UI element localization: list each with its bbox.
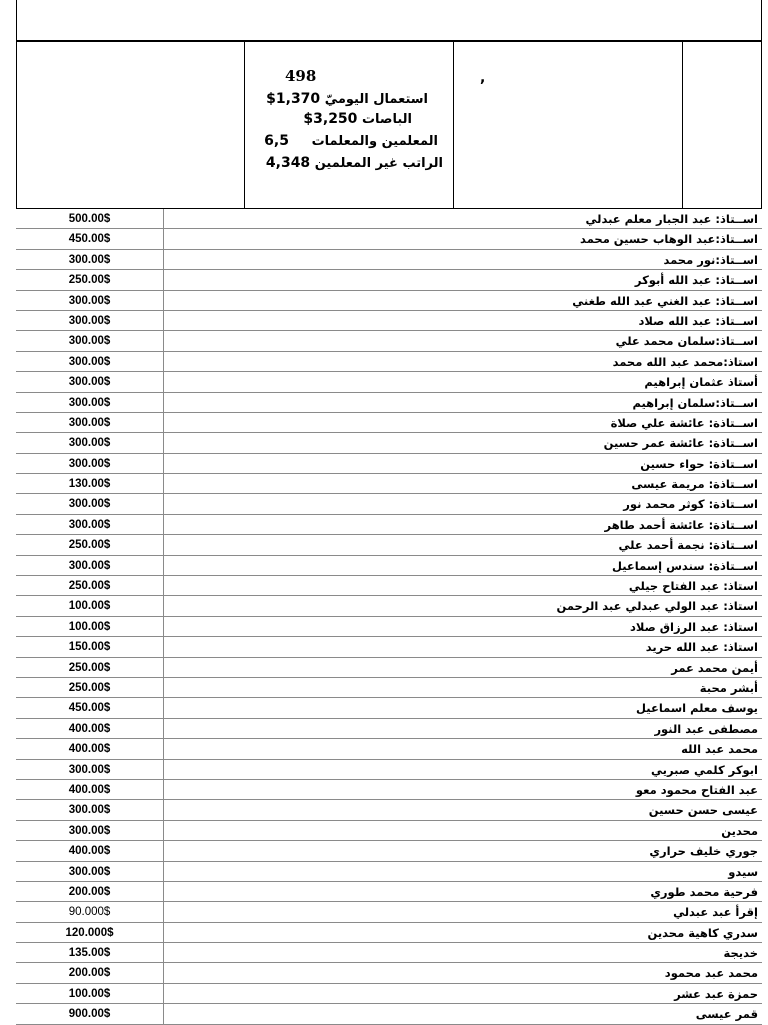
table-row: [16, 984, 762, 1004]
table-row: [16, 515, 762, 535]
amount-cell: 300.00$: [16, 556, 164, 575]
amount-cell: 250.00$: [16, 270, 164, 289]
name-cell: اســتاذة: سندس إسماعيل: [611, 558, 758, 573]
amount-cell: 400.00$: [16, 719, 164, 738]
amount-cell: 300.00$: [16, 250, 164, 269]
name-cell: استاذ:محمد عبد الله محمد: [612, 354, 758, 369]
table-row: [16, 209, 762, 229]
name-cell: اســتاذة: عائشة أحمد طاهر: [604, 517, 758, 532]
table-row: [16, 331, 762, 351]
name-cell: محمد عبد محمود: [664, 966, 758, 981]
non-teachers-label: الراتب غير المعلمين: [314, 156, 443, 171]
name-cell: أبشر محبة: [699, 680, 758, 695]
amount-cell: 135.00$: [16, 943, 164, 962]
amount-cell: 300.00$: [16, 494, 164, 513]
table-row: [16, 596, 762, 616]
name-cell: اســتاذة: مريمة عيسى: [631, 477, 758, 492]
teachers-label: المعلمين والمعلمات: [311, 134, 438, 149]
amount-cell: 450.00$: [16, 229, 164, 248]
table-row: [16, 760, 762, 780]
table-row: [16, 270, 762, 290]
summary-buses: [303, 111, 412, 127]
amount-cell: 250.00$: [16, 678, 164, 697]
table-row: [16, 882, 762, 902]
buses-label: الباصات: [361, 112, 412, 127]
table-row: [16, 393, 762, 413]
header-cell-right: [682, 42, 763, 208]
amount-cell: 300.00$: [16, 800, 164, 819]
header-cell-middle: [453, 42, 683, 208]
amount-cell: 300.00$: [16, 311, 164, 330]
amount-cell: 300.00$: [16, 821, 164, 840]
table-row: [16, 902, 762, 922]
name-cell: حمزة عبد عشر: [674, 986, 758, 1001]
table-row: [16, 535, 762, 555]
amount-cell: 150.00$: [16, 637, 164, 656]
table-row: [16, 637, 762, 657]
name-cell: اســتاذة: نجمة أحمد علي: [618, 538, 758, 553]
amount-cell: 400.00$: [16, 739, 164, 758]
comma-mark: ,: [480, 70, 486, 86]
name-cell: محمد عبد الله: [681, 742, 758, 757]
non-teachers-value: 4,348: [265, 155, 311, 171]
name-cell: يوسف معلم اسماعيل: [636, 701, 758, 716]
name-cell: ابوكر كلمي صبريي: [651, 762, 758, 777]
summary-total: 498: [285, 67, 317, 85]
amount-cell: 200.00$: [16, 963, 164, 982]
amount-cell: 300.00$: [16, 515, 164, 534]
table-row: [16, 841, 762, 861]
buses-value: $3,250: [303, 111, 358, 127]
table-row: [16, 291, 762, 311]
name-cell: جوري خليف حراري: [649, 844, 758, 859]
amount-cell: 300.00$: [16, 352, 164, 371]
amount-cell: 300.00$: [16, 331, 164, 350]
amount-cell: 300.00$: [16, 291, 164, 310]
daily-use-value: $1,370: [266, 91, 321, 107]
amount-cell: 400.00$: [16, 841, 164, 860]
table-row: [16, 454, 762, 474]
name-cell: سدري كاهية محدين: [647, 925, 758, 940]
amount-cell: 300.00$: [16, 760, 164, 779]
amount-cell: 130.00$: [16, 474, 164, 493]
table-row: [16, 821, 762, 841]
table-row: [16, 311, 762, 331]
table-row: [16, 780, 762, 800]
table-row: [16, 250, 762, 270]
amount-cell: 100.00$: [16, 984, 164, 1003]
salary-table: [16, 209, 762, 1025]
amount-cell: 400.00$: [16, 780, 164, 799]
teachers-value: 6,5: [264, 133, 289, 149]
table-row: [16, 474, 762, 494]
name-cell: اســتاذة: حواء حسين: [640, 456, 758, 471]
summary-teachers: [264, 133, 438, 149]
name-cell: اســتاذ:سلمان محمد علي: [615, 334, 758, 349]
table-row: [16, 433, 762, 453]
name-cell: استاذ: عبد الرزاق صلاد: [630, 619, 758, 634]
name-cell: استاذ: عبد الفتاح جيلي: [628, 579, 758, 594]
table-row: [16, 923, 762, 943]
table-row: [16, 800, 762, 820]
table-row: [16, 678, 762, 698]
table-row: [16, 658, 762, 678]
name-cell: اســتاذ: عبد الله أبوكر: [634, 273, 758, 288]
header-cell-empty-left: [17, 42, 245, 208]
name-cell: عبد الفتاح محمود معو: [635, 782, 758, 797]
name-cell: اســتاذ:عبد الوهاب حسين محمد: [580, 232, 758, 247]
amount-cell: 300.00$: [16, 454, 164, 473]
amount-cell: 90.000$: [16, 902, 164, 921]
amount-cell: 450.00$: [16, 698, 164, 717]
name-cell: فرحية محمد طوري: [650, 884, 758, 899]
name-cell: اســتاذ: عبد الله صلاد: [638, 313, 758, 328]
table-row: [16, 576, 762, 596]
name-cell: أيمن محمد عمر: [671, 660, 758, 675]
amount-cell: 300.00$: [16, 372, 164, 391]
amount-cell: 200.00$: [16, 882, 164, 901]
amount-cell: 300.00$: [16, 433, 164, 452]
name-cell: اســتاذ:نور محمد: [663, 252, 758, 267]
table-row: [16, 719, 762, 739]
name-cell: استاذ: عبد الولي عبدلي عبد الرحمن: [556, 599, 758, 614]
name-cell: إقرأ عبد عبدلي: [673, 905, 758, 920]
table-row: [16, 352, 762, 372]
summary-daily-use: [266, 91, 428, 107]
amount-cell: 120.000$: [16, 923, 164, 942]
table-row: [16, 943, 762, 963]
table-row: [16, 698, 762, 718]
name-cell: محدين: [721, 823, 758, 838]
name-cell: اســتاذة: كوثر محمد نور: [623, 497, 758, 512]
name-cell: اســتاذ:سلمان إبراهيم: [632, 395, 758, 410]
table-row: [16, 372, 762, 392]
amount-cell: 250.00$: [16, 658, 164, 677]
table-row: [16, 617, 762, 637]
daily-use-label: استعمال اليوميّ: [324, 92, 428, 107]
name-cell: اســتاذ: عبد الغني عبد الله طغني: [572, 293, 758, 308]
name-cell: اســتاذ: عبد الجبار معلم عبدلي: [585, 212, 758, 226]
name-cell: اســتاذة: عائشة علي صلاة: [610, 415, 758, 430]
amount-cell: 300.00$: [16, 393, 164, 412]
top-blank-cell: [16, 0, 762, 41]
table-row: [16, 862, 762, 882]
name-cell: استاذ: عبد الله حريد: [645, 640, 758, 655]
name-cell: قمر عيسى: [695, 1007, 758, 1022]
table-row: [16, 413, 762, 433]
name-cell: خديجة: [723, 946, 758, 961]
amount-cell: 300.00$: [16, 862, 164, 881]
name-cell: أستاذ عثمان إبراهيم: [644, 375, 758, 390]
table-row: [16, 494, 762, 514]
table-row: [16, 1004, 762, 1024]
summary-non-teachers: [266, 155, 443, 171]
table-row: [16, 556, 762, 576]
name-cell: اســتاذة: عائشة عمر حسين: [603, 436, 758, 451]
amount-cell: 250.00$: [16, 535, 164, 554]
name-cell: عيسى حسن حسين: [648, 803, 758, 818]
amount-cell: 500.00$: [16, 209, 164, 228]
table-row: [16, 963, 762, 983]
amount-cell: 300.00$: [16, 413, 164, 432]
amount-cell: 900.00$: [16, 1004, 164, 1023]
amount-cell: 100.00$: [16, 617, 164, 636]
table-row: [16, 739, 762, 759]
name-cell: سيدو: [728, 864, 758, 879]
amount-cell: 250.00$: [16, 576, 164, 595]
amount-cell: 100.00$: [16, 596, 164, 615]
table-row: [16, 229, 762, 249]
name-cell: مصطفى عبد النور: [654, 721, 758, 736]
